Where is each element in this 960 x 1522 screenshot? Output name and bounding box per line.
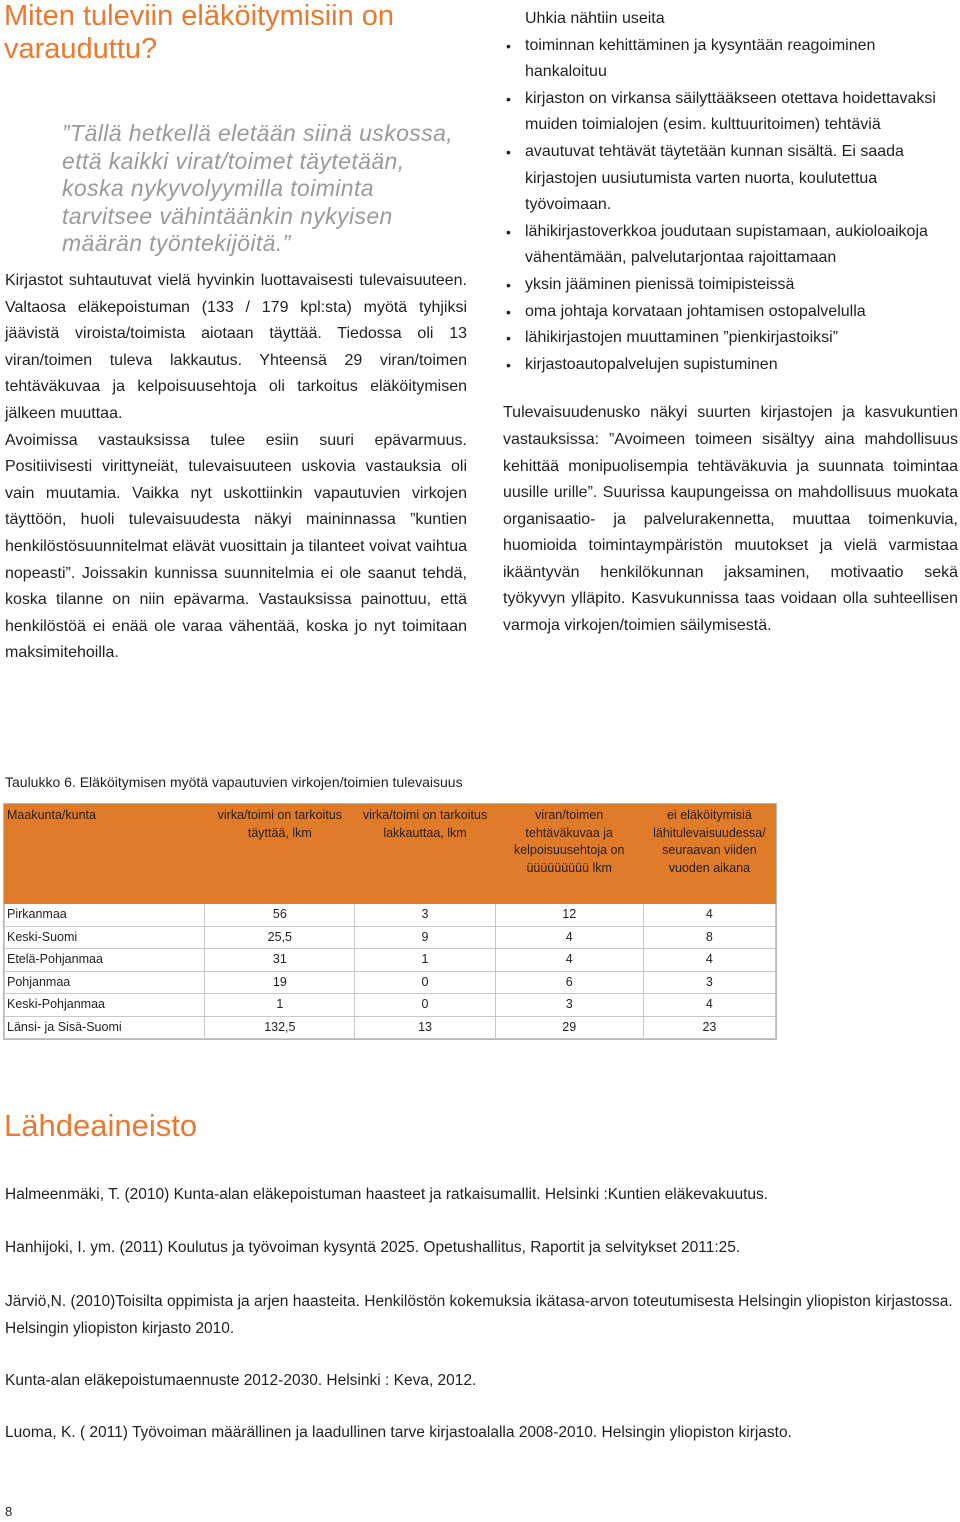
value-cell: 0 [355,971,495,994]
list-item: • oma johtaja korvataan johtamisen ostopalvelulla [503,299,958,326]
value-cell: 3 [643,971,775,994]
region-cell: Keski-Suomi [5,926,205,949]
value-cell: 31 [205,949,355,972]
value-cell: 1 [355,949,495,972]
bullet-icon: • [506,276,511,293]
region-cell: Länsi- ja Sisä-Suomi [5,1016,205,1039]
value-cell: 13 [355,1016,495,1039]
table-row [5,971,776,994]
value-cell: 56 [205,904,355,927]
threats-intro: Uhkia nähtiin useita [525,10,665,27]
column-header: Maakunta/kunta [5,805,205,904]
section-heading-line2: varauduttu? [4,33,158,65]
left-paragraph-2: Avoimissa vastauksissa tulee esiin suuri epävarmuus. Positiivisesti virittyneiät, tulevaisuuteen uskovia vastauksia oli vain muutamia. Vaikka nyt uskottiinkin vapautuvien virkojen täyttöön, huoli tulevaisuudesta näkyi maininnassa ”kuntien henkilöstösuunnitelmat elävät vuosittain ja tilanteet voivat vaihtua nopeasti”. Joissakin kunnissa suunnitelmia ei ole saanut tehdä, koska tilanne on niin epävarma. Vastauksissa painottuu, että henkilöstöä ei enää ole varaa vähentää, koska jo nyt toimitaan maksimitehoilla. [5,431,467,662]
bullet-icon: • [506,303,511,320]
page-number: 8 [5,1504,13,1519]
region-cell: Etelä-Pohjanmaa [5,949,205,972]
value-cell: 3 [355,904,495,927]
pull-quote: ”Tällä hetkellä eletään siinä uskossa, että kaikki virat/toimet täytetään, koska nykyvolyymilla toiminta tarvitsee vähintäänkin nykyisen määrän työntekijöitä.” [62,120,454,256]
list-item: • lähikirjastojen muuttaminen ”pienkirjastoiksi” [503,325,958,352]
bullet-icon: • [506,90,511,107]
list-item: • kirjaston on virkansa säilyttääkseen otettava hoidettavaksi muiden toimialojen (esim. kulttuuritoimen) tehtäviä [503,86,958,139]
list-item: • yksin jääminen pienissä toimipisteissä [503,272,958,299]
sources-heading: Lähdeaineisto [4,1108,198,1143]
region-cell: Keski-Pohjanmaa [5,994,205,1017]
table-caption: Taulukko 6. Eläköitymisen myötä vapautuvien virkojen/toimien tulevaisuus [5,774,463,790]
right-column [503,6,958,640]
bullet-icon: • [506,330,511,347]
list-item: • kirjastoautopalvelujen supistuminen [503,352,958,379]
column-header: virka/toimi on tarkoitus lakkauttaa, lkm [355,805,495,904]
value-cell: 8 [643,926,775,949]
list-item: • toiminnan kehittäminen ja kysyntään reagoiminen hankaloituu [503,33,958,86]
reference-item: Hanhijoki, I. ym. (2011) Koulutus ja työvoiman kysyntä 2025. Opetushallitus, Raportit ja selvitykset 2011:25. [5,1239,741,1256]
left-column [5,268,467,667]
bullet-icon: • [506,356,511,373]
threats-list [503,33,958,379]
left-paragraph-1: Kirjastot suhtautuvat vielä hyvinkin luottavaisesti tulevaisuuteen. Valtaosa eläkepoistuman (133 / 179 kpl:sta) myötä tyhjiksi jäävistä viroista/toimista aiotaan täyttää. Tiedossa oli 13 viran/toimen tuleva lakkautus. Yhteensä 29 viran/toimen tehtäväkuvaa ja kelpoisuusehtoja oli tarkoitus eläköitymisen jälkeen muuttaa. [5,272,467,422]
section-heading-line1: Miten tuleviin eläköitymisiin on [4,0,395,32]
value-cell: 25,5 [205,926,355,949]
table-row [5,926,776,949]
bullet-icon: • [506,143,511,160]
value-cell: 132,5 [205,1016,355,1039]
bullet-icon: • [506,37,511,54]
value-cell: 1 [205,994,355,1017]
list-item: • lähikirjastoverkkoa joudutaan supistamaan, aukioloaikoja vähentämään, palvelutarjontaa rajoittamaan [503,219,958,272]
value-cell: 4 [495,949,643,972]
column-header: viran/toimen tehtäväkuvaa ja kelpoisuusehtoja on üüüüüüüüü lkm [495,805,643,904]
reference-item: Järviö,N. (2010)Toisilta oppimista ja arjen haasteita. Henkilöstön kokemuksia ikätasa-arvon toteutumisesta Helsingin yliopiston kirjastossa. Helsingin yliopiston kirjasto 2010. [5,1293,953,1337]
table-row [5,994,776,1017]
table-row [5,949,776,972]
value-cell: 4 [643,904,775,927]
value-cell: 29 [495,1016,643,1039]
value-cell: 4 [495,926,643,949]
region-cell: Pirkanmaa [5,904,205,927]
value-cell: 23 [643,1016,775,1039]
value-cell: 0 [355,994,495,1017]
right-paragraph: Tulevaisuudenusko näkyi suurten kirjastojen ja kasvukuntien vastauksissa: ”Avoimeen toimeen sisältyy aina mahdollisuus kehittää monipuolisempia tehtäväkuvia ja suunnata toimintaa uusille urille”. Suurissa kaupungeissa on mahdollisuus muokata organisaatio- ja palvelurakennetta, muuttaa toimenkuvia, huomioida toimintaympäristön muutokset ja vielä varmistaa ikääntyvän henkilökunnan jaksaminen, motivaatio sekä työkyvyn ylläpito. Kasvukunnissa taas voidaan olla suhteellisen varmoja virkojen/toimien säilymisestä. [503,404,958,635]
value-cell: 3 [495,994,643,1017]
table-header-row [5,805,776,904]
value-cell: 12 [495,904,643,927]
list-item: • avautuvat tehtävät täytetään kunnan sisältä. Ei saada kirjastojen uusiutumista varten nuorta, koulutettua työvoimaan. [503,139,958,219]
column-header: ei eläköitymisiä lähitulevaisuudessa/ seuraavan viiden vuoden aikana [643,805,775,904]
value-cell: 4 [643,949,775,972]
table-row [5,1016,776,1039]
reference-item: Luoma, K. ( 2011) Työvoiman määrällinen ja laadullinen tarve kirjastoalalla 2008-2010. Helsingin yliopiston kirjasto. [5,1424,792,1441]
retirement-table [3,803,777,1040]
table-row [5,904,776,927]
reference-item: Kunta-alan eläkepoistumaennuste 2012-2030. Helsinki : Keva, 2012. [5,1372,477,1389]
reference-item: Halmeenmäki, T. (2010) Kunta-alan eläkepoistuman haasteet ja ratkaisumallit. Helsinki :Kuntien eläkevakuutus. [5,1186,769,1203]
value-cell: 6 [495,971,643,994]
section-heading [4,0,474,66]
value-cell: 19 [205,971,355,994]
value-cell: 9 [355,926,495,949]
column-header: virka/toimi on tarkoitus täyttää, lkm [205,805,355,904]
region-cell: Pohjanmaa [5,971,205,994]
value-cell: 4 [643,994,775,1017]
bullet-icon: • [506,223,511,240]
